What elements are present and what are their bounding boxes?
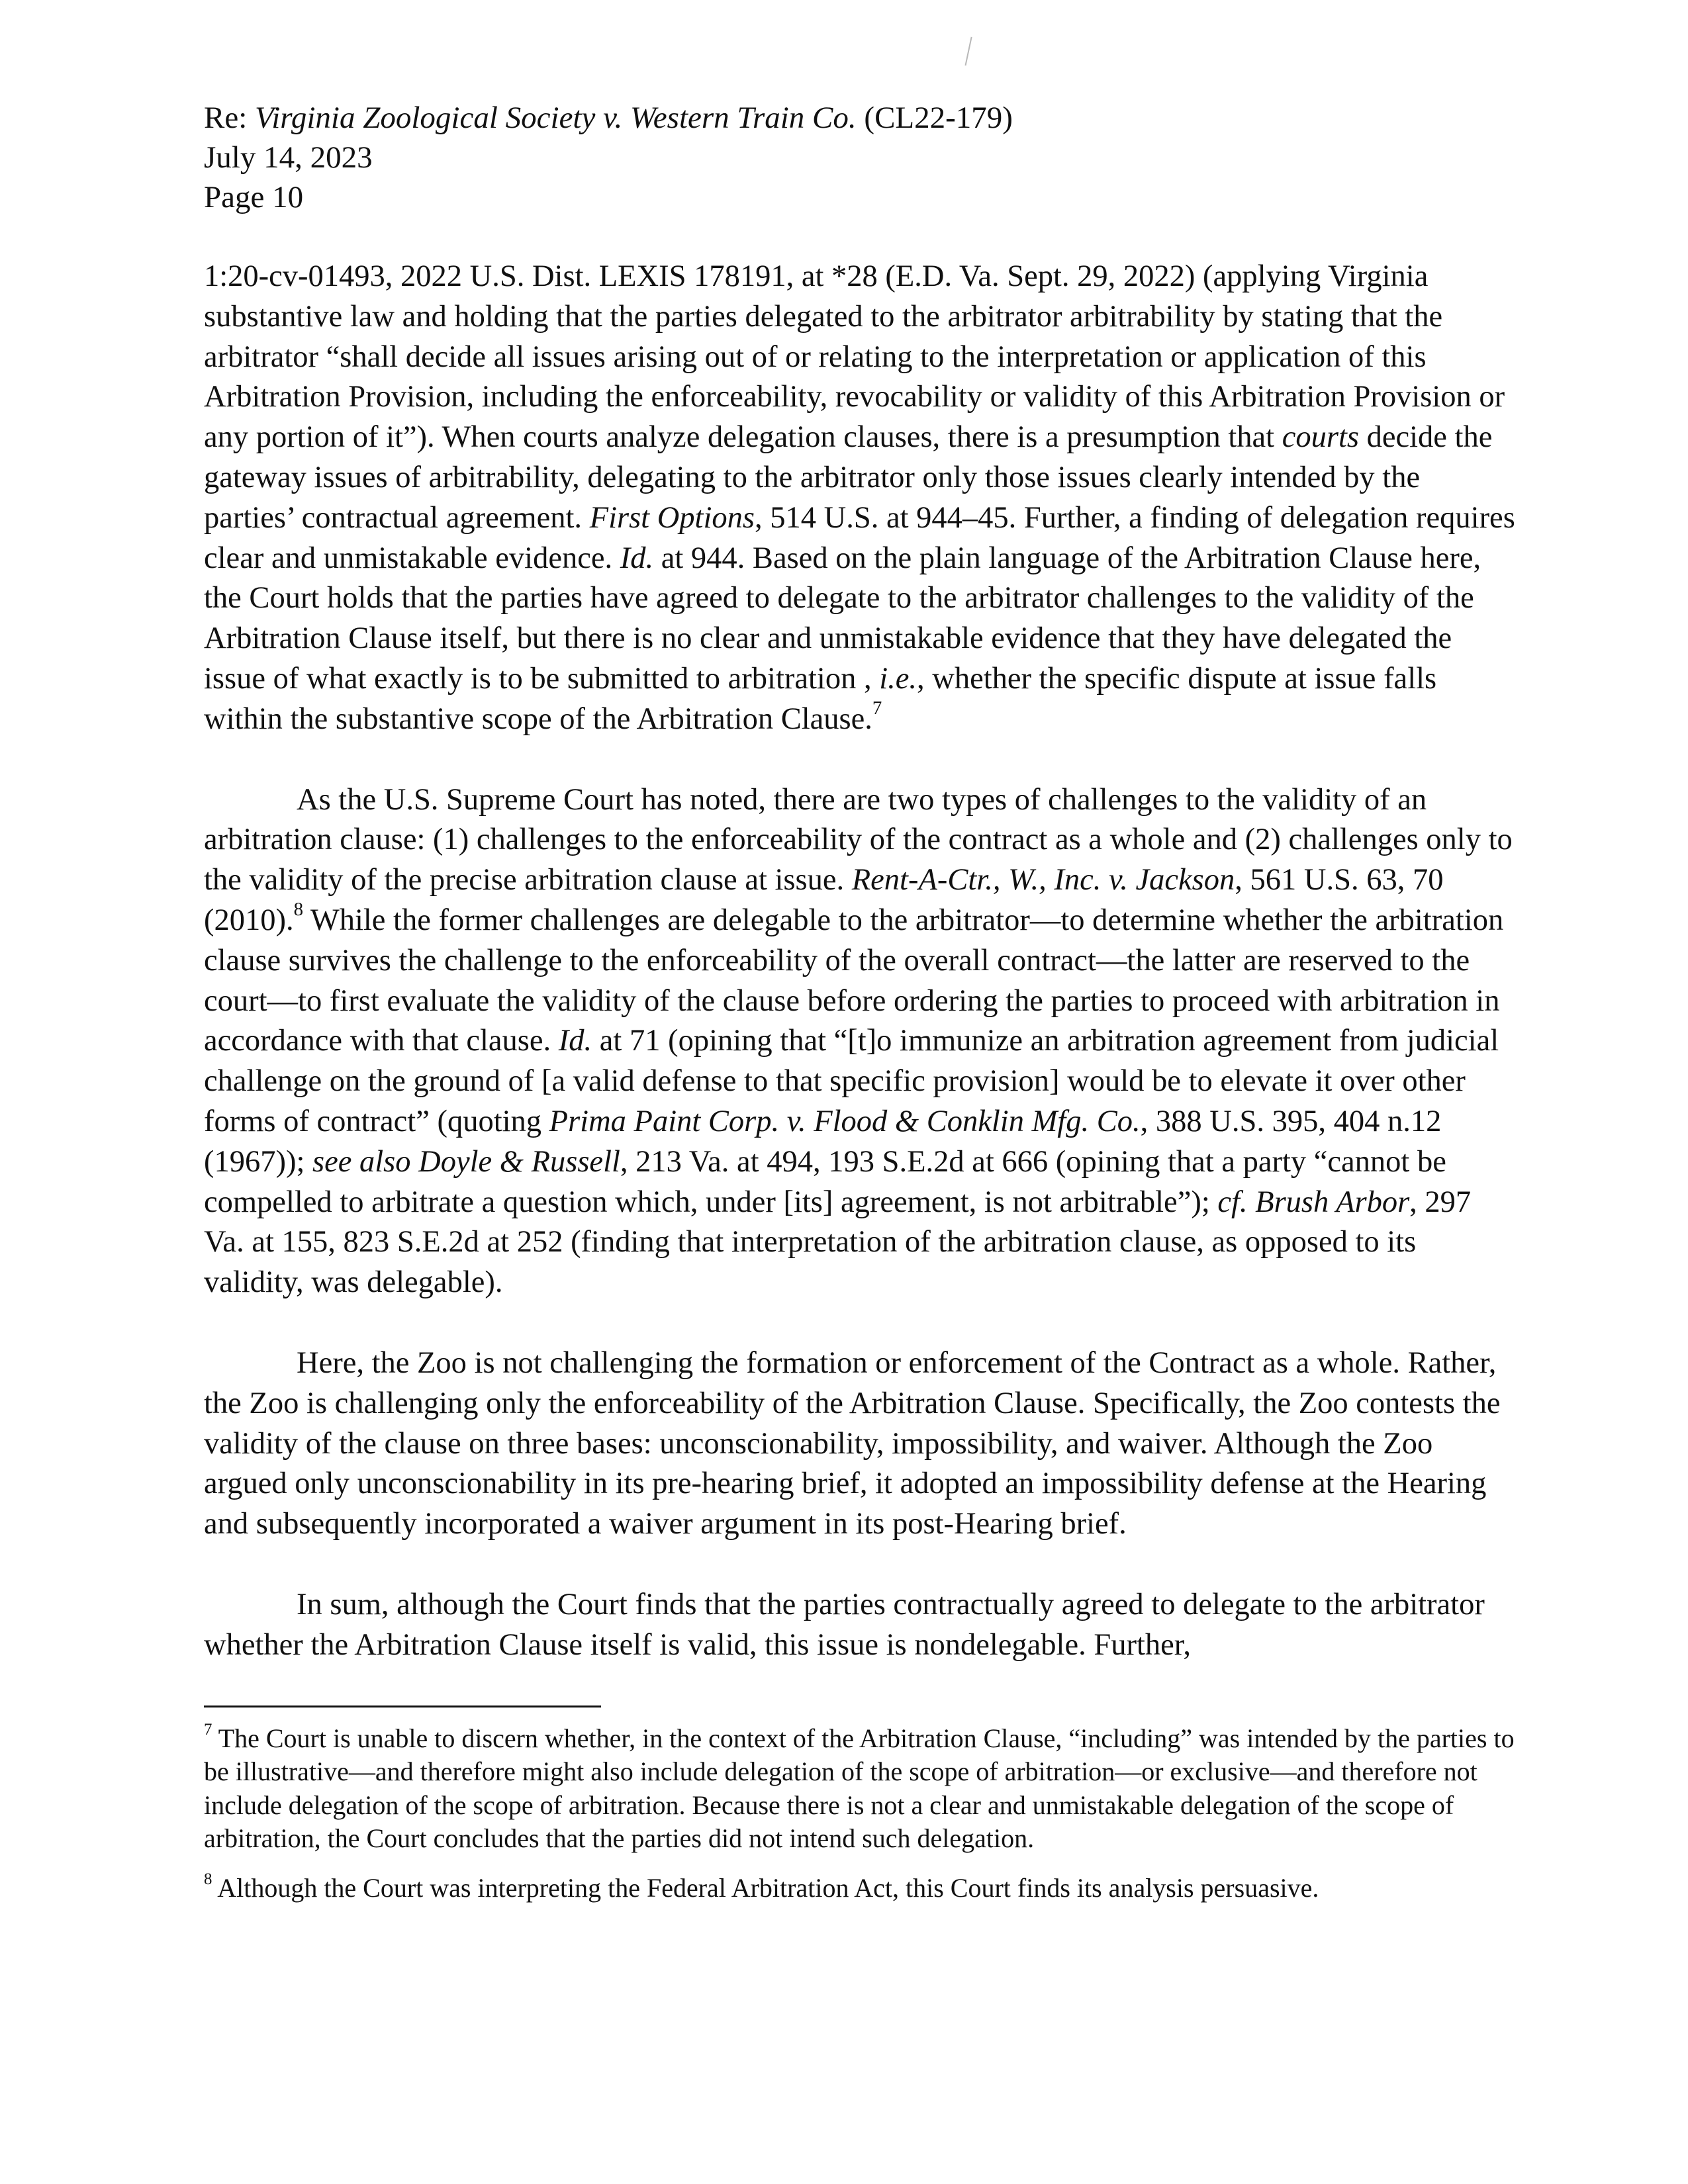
paragraph-3 xyxy=(204,1343,1516,1545)
footnote-divider xyxy=(204,1706,601,1707)
text-run: Here, the Zoo is not challenging the formation or enforcement of the Contract as a whole. Rather, the Zoo is challenging only the enforceability of the Arbitration Clause. Specifically, the Zoo contests the validity of the clause on three bases: unconscionability, impossibility, and waiver. Although the Zoo argued only unconscionability in its pre-hearing brief, it adopted an impossibility defense at the Hearing and subsequently incorporated a waiver argument in its post-Hearing brief. xyxy=(204,1345,1501,1541)
text-run: As the U.S. Supreme Court has noted, there are two types of challenges to the validity of an arbitration clause: (1) challenges to the enforceability of the contract as a whole and (2) challenges only to the validity of the precise arbitration clause at issue. xyxy=(204,782,1513,897)
italic-text: see also Doyle & Russell xyxy=(312,1144,620,1179)
text-run: The Court is unable to discern whether, in the context of the Arbitration Clause, “including” was intended by the parties to be illustrative—and therefore might also include delegation of the scope of arbitration—or exclusive—and therefore not include delegation of the scope of arbitration. Because there is not a clear and unmistakable delegation of the scope of arbitration, the Court concludes that the parties did not intend such delegation. xyxy=(204,1723,1515,1853)
footnotes xyxy=(204,1722,1516,1905)
text-run: at 944. Based on the plain language of the Arbitration Clause here, the Court holds that the parties have agreed to delegate to the arbitrator challenges to the validity of the Arbitration Clause itself, but there is no clear and unmistakable evidence that they have delegated the issue of what exactly is to be submitted to arbitration , xyxy=(204,541,1481,696)
footnote-marker: 8 xyxy=(204,1870,212,1888)
case-title: Virginia Zoological Society v. Western Train Co. xyxy=(255,101,857,135)
text-run: , 561 U.S. 63, 70 (2010). xyxy=(204,863,1444,937)
body-text xyxy=(204,257,1516,1666)
italic-text: First Options xyxy=(589,500,755,535)
text-run: decide the gateway issues of arbitrability, delegating to the arbitrator only those issues clearly intended by the parties’ contractual agreement. xyxy=(204,420,1493,535)
case-number: (CL22-179) xyxy=(856,101,1013,135)
text-run: , 514 U.S. at 944–45. Further, a finding of delegation requires clear and unmistakable evidence. xyxy=(204,500,1515,575)
header-page-number: Page 10 xyxy=(204,180,304,214)
letter-header xyxy=(204,98,1516,217)
italic-text: Rent-A-Ctr., W., Inc. v. Jackson xyxy=(851,863,1235,897)
text-run: , whether the specific dispute at issue falls within the substantive scope of the Arbitration Clause. xyxy=(204,661,1437,736)
scan-mark xyxy=(965,37,976,67)
paragraph-4 xyxy=(204,1585,1516,1666)
paragraph-1 xyxy=(204,257,1516,740)
italic-text: i.e. xyxy=(879,661,917,696)
footnote-marker: 7 xyxy=(204,1720,212,1739)
italic-text: cf. Brush Arbor xyxy=(1217,1185,1410,1219)
re-line xyxy=(204,98,1516,138)
italic-text: Id. xyxy=(558,1024,592,1058)
text-run: , 388 U.S. 395, 404 n.12 (1967)); xyxy=(204,1104,1442,1179)
text-run: , 213 Va. at 494, 193 S.E.2d at 666 (opining that a party “cannot be compelled to arbitrate a question which, under [its] agreement, is not arbitrable”); xyxy=(204,1144,1446,1219)
text-run: In sum, although the Court finds that the parties contractually agreed to delegate to the arbitrator whether the Arbitration Clause itself is valid, this issue is nondelegable. Further, xyxy=(204,1587,1485,1662)
italic-text: Id. xyxy=(620,541,654,575)
italic-text: Prima Paint Corp. v. Flood & Conklin Mfg. Co. xyxy=(549,1104,1141,1138)
text-run: at 71 (opining that “[t]o immunize an arbitration agreement from judicial challenge on the ground of [a valid defense to that specific provision] would be to elevate it over other forms of contract” (quoting xyxy=(204,1024,1499,1138)
footnote-marker: 7 xyxy=(872,698,882,719)
text-run: 1:20-cv-01493, 2022 U.S. Dist. LEXIS 178191, at *28 (E.D. Va. Sept. 29, 2022) (applying Virginia substantive law and holding that the parties delegated to the arbitrator arbitrability by stating that the arbitrator “shall decide all issues arising out of or relating to the interpretation or application of this Arbitration Provision, including the enforceability, revocability or validity of this Arbitration Provision or any portion of it”). When courts analyze delegation clauses, there is a presumption that xyxy=(204,259,1505,455)
footnote-marker: 8 xyxy=(293,899,304,921)
re-prefix: Re: xyxy=(204,101,256,135)
footnote-7 xyxy=(204,1722,1516,1856)
footnote-8 xyxy=(204,1872,1516,1905)
text-run: Although the Court was interpreting the Federal Arbitration Act, this Court finds its analysis persuasive. xyxy=(212,1872,1319,1903)
text-run: , 297 Va. at 155, 823 S.E.2d at 252 (finding that interpretation of the arbitration clause, as opposed to its validity, was delegable). xyxy=(204,1185,1472,1300)
header-date: July 14, 2023 xyxy=(204,140,373,175)
text-run: While the former challenges are delegable to the arbitrator—to determine whether the arbitration clause survives the challenge to the enforceability of the overall contract—the latter are reserved to the court—to first evaluate the validity of the clause before ordering the parties to proceed with arbitration in accordance with that clause. xyxy=(204,903,1504,1058)
italic-text: courts xyxy=(1282,420,1359,455)
paragraph-2 xyxy=(204,780,1516,1303)
